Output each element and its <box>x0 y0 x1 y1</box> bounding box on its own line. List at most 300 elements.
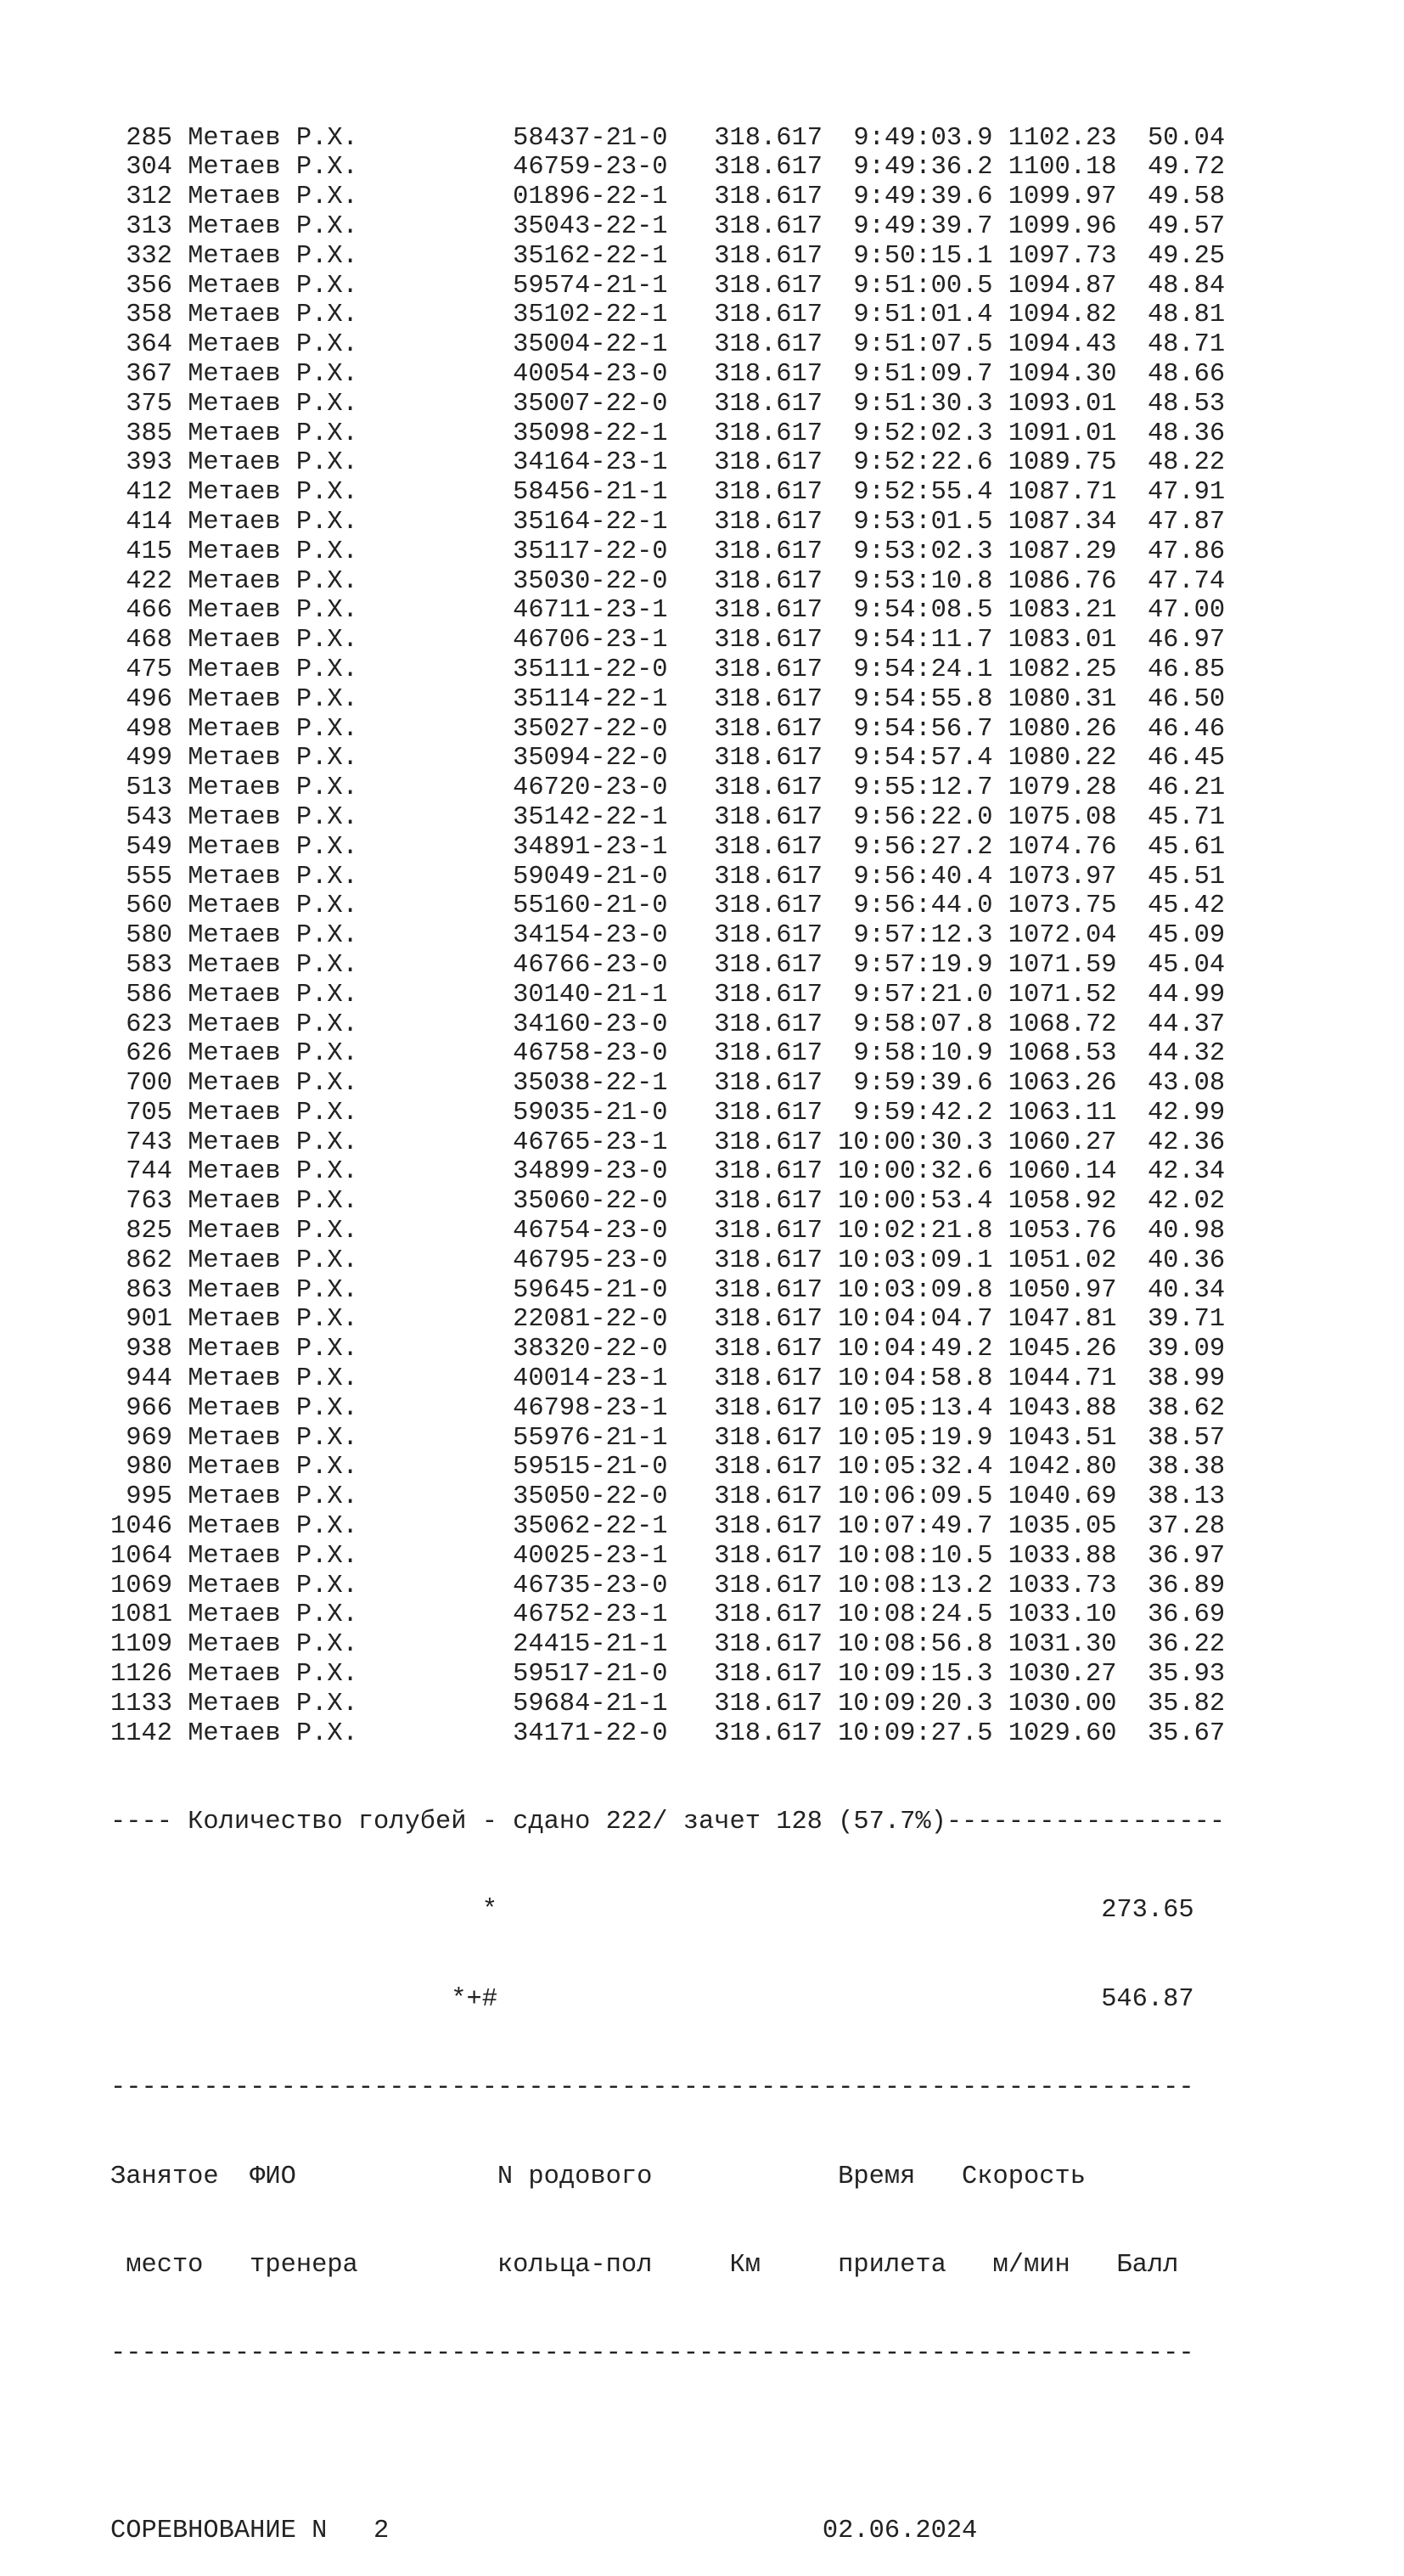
row-place: 560 <box>110 891 188 921</box>
row-name: Метаев Р.Х. <box>188 1453 514 1482</box>
row-time: 9:51:30.3 <box>838 389 1008 419</box>
table-row <box>110 685 1225 715</box>
summary-line: ---- Количество голубей - сдано 222/ зачет 128 (57.7%)------------------ <box>110 1808 1226 1837</box>
table-row <box>110 921 1225 951</box>
row-score: 42.02 <box>1116 1187 1226 1217</box>
row-name: Метаев Р.Х. <box>188 950 514 980</box>
row-name: Метаев Р.Х. <box>188 1098 514 1128</box>
row-score: 46.21 <box>1116 773 1226 803</box>
row-speed: 1068.72 <box>1008 1010 1117 1039</box>
table-row <box>110 1217 1225 1246</box>
summary-starplus <box>110 1985 1225 2015</box>
row-km: 318.617 <box>714 1305 839 1335</box>
row-place: 580 <box>110 921 188 951</box>
row-score: 46.85 <box>1116 655 1226 684</box>
row-time: 10:08:13.2 <box>838 1571 1008 1600</box>
row-ring: 24415-21-1 <box>513 1630 715 1660</box>
row-name: Метаев Р.Х. <box>188 1512 514 1542</box>
row-km: 318.617 <box>714 1217 839 1246</box>
row-km: 318.617 <box>714 921 839 951</box>
row-time: 9:51:09.7 <box>838 359 1008 389</box>
row-time: 9:59:39.6 <box>838 1069 1008 1099</box>
row-ring: 40014-23-1 <box>513 1364 715 1394</box>
row-ring: 34160-23-0 <box>513 1010 715 1039</box>
row-score: 36.97 <box>1116 1541 1226 1571</box>
row-ring: 46752-23-1 <box>513 1600 715 1630</box>
row-speed: 1094.30 <box>1008 359 1117 389</box>
row-speed: 1035.05 <box>1008 1512 1117 1542</box>
row-time: 9:50:15.1 <box>838 241 1008 271</box>
row-place: 623 <box>110 1010 188 1039</box>
row-score: 42.34 <box>1116 1157 1226 1187</box>
row-km: 318.617 <box>714 1187 839 1217</box>
row-ring: 35111-22-0 <box>513 655 715 684</box>
row-score: 46.50 <box>1116 684 1226 714</box>
row-speed: 1030.00 <box>1008 1689 1117 1718</box>
row-score: 36.89 <box>1116 1571 1226 1600</box>
row-place: 367 <box>110 359 188 389</box>
row-time: 10:03:09.8 <box>838 1275 1008 1305</box>
row-speed: 1093.01 <box>1008 389 1117 419</box>
row-speed: 1072.04 <box>1008 921 1117 951</box>
row-time: 9:54:57.4 <box>838 744 1008 773</box>
row-score: 48.71 <box>1116 330 1226 360</box>
row-time: 9:54:11.7 <box>838 626 1008 655</box>
table-row <box>110 1542 1225 1572</box>
row-name: Метаев Р.Х. <box>188 921 514 951</box>
row-time: 10:09:20.3 <box>838 1689 1008 1718</box>
row-score: 49.58 <box>1116 183 1226 212</box>
row-km: 318.617 <box>714 1069 839 1099</box>
column-header-line-1: Занятое ФИО N родового Время Скорость <box>110 2162 1086 2191</box>
row-km: 318.617 <box>714 832 839 862</box>
row-ring: 35050-22-0 <box>513 1482 715 1512</box>
row-name: Метаев Р.Х. <box>188 744 514 773</box>
row-speed: 1094.82 <box>1008 301 1117 330</box>
row-ring: 35027-22-0 <box>513 714 715 744</box>
row-ring: 59049-21-0 <box>513 862 715 891</box>
table-row <box>110 272 1225 301</box>
row-name: Метаев Р.Х. <box>188 714 514 744</box>
row-name: Метаев Р.Х. <box>188 1335 514 1364</box>
table-row <box>110 1364 1225 1394</box>
table-row <box>110 448 1225 478</box>
row-time: 9:53:02.3 <box>838 537 1008 566</box>
row-time: 10:00:32.6 <box>838 1157 1008 1187</box>
row-ring: 35098-22-1 <box>513 419 715 448</box>
row-name: Метаев Р.Х. <box>188 1010 514 1039</box>
row-name: Метаев Р.Х. <box>188 1660 514 1690</box>
row-name: Метаев Р.Х. <box>188 980 514 1010</box>
table-row <box>110 390 1225 419</box>
row-place: 414 <box>110 507 188 537</box>
table-row <box>110 626 1225 655</box>
row-time: 9:56:22.0 <box>838 802 1008 832</box>
row-place: 744 <box>110 1157 188 1187</box>
row-score: 35.82 <box>1116 1689 1226 1718</box>
row-speed: 1063.26 <box>1008 1069 1117 1099</box>
row-speed: 1086.76 <box>1008 566 1117 596</box>
table-row <box>110 951 1225 981</box>
row-km: 318.617 <box>714 980 839 1010</box>
row-place: 412 <box>110 478 188 508</box>
row-place: 626 <box>110 1039 188 1069</box>
table-row <box>110 1069 1225 1099</box>
row-ring: 59684-21-1 <box>513 1689 715 1718</box>
results-table <box>110 124 1225 1749</box>
row-name: Метаев Р.Х. <box>188 1187 514 1217</box>
row-score: 42.99 <box>1116 1098 1226 1128</box>
row-place: 938 <box>110 1335 188 1364</box>
row-time: 10:05:19.9 <box>838 1423 1008 1453</box>
row-place: 375 <box>110 389 188 419</box>
row-score: 48.53 <box>1116 389 1226 419</box>
row-ring: 46735-23-0 <box>513 1571 715 1600</box>
row-name: Метаев Р.Х. <box>188 1630 514 1660</box>
table-row <box>110 212 1225 242</box>
row-time: 9:53:01.5 <box>838 507 1008 537</box>
row-ring: 22081-22-0 <box>513 1305 715 1335</box>
table-row <box>110 360 1225 390</box>
table-row <box>110 1276 1225 1306</box>
row-place: 1126 <box>110 1660 188 1690</box>
row-name: Метаев Р.Х. <box>188 1069 514 1099</box>
row-speed: 1080.22 <box>1008 744 1117 773</box>
table-row <box>110 1010 1225 1040</box>
row-ring: 34154-23-0 <box>513 921 715 951</box>
row-score: 38.38 <box>1116 1453 1226 1482</box>
row-km: 318.617 <box>714 684 839 714</box>
row-speed: 1030.27 <box>1008 1660 1117 1690</box>
row-time: 10:00:30.3 <box>838 1128 1008 1157</box>
row-km: 318.617 <box>714 626 839 655</box>
table-row <box>110 124 1225 154</box>
row-place: 1109 <box>110 1630 188 1660</box>
row-speed: 1089.75 <box>1008 448 1117 478</box>
row-speed: 1094.87 <box>1008 271 1117 301</box>
row-time: 10:05:13.4 <box>838 1393 1008 1423</box>
row-place: 422 <box>110 566 188 596</box>
summary-starplus-value: 546.87 <box>497 1984 1194 2014</box>
row-ring: 46798-23-1 <box>513 1393 715 1423</box>
summary-star <box>110 1896 1225 1926</box>
row-ring: 46754-23-0 <box>513 1217 715 1246</box>
row-speed: 1045.26 <box>1008 1335 1117 1364</box>
row-km: 318.617 <box>714 211 839 241</box>
row-ring: 46758-23-0 <box>513 1039 715 1069</box>
row-km: 318.617 <box>714 1600 839 1630</box>
results-document <box>110 65 1225 2576</box>
table-row <box>110 330 1225 360</box>
row-time: 9:54:24.1 <box>838 655 1008 684</box>
row-score: 48.84 <box>1116 271 1226 301</box>
row-score: 46.97 <box>1116 626 1226 655</box>
row-place: 1133 <box>110 1689 188 1718</box>
row-speed: 1060.27 <box>1008 1128 1117 1157</box>
row-time: 9:51:07.5 <box>838 330 1008 360</box>
row-km: 318.617 <box>714 891 839 921</box>
blank-line <box>110 2428 1225 2458</box>
row-time: 10:08:56.8 <box>838 1630 1008 1660</box>
row-time: 10:09:27.5 <box>838 1718 1008 1748</box>
summary-star-label: * <box>110 1896 497 1926</box>
row-time: 9:49:36.2 <box>838 153 1008 183</box>
table-row <box>110 1690 1225 1719</box>
row-ring: 55160-21-0 <box>513 891 715 921</box>
table-row <box>110 242 1225 272</box>
row-place: 969 <box>110 1423 188 1453</box>
table-row <box>110 1039 1225 1069</box>
row-time: 9:57:21.0 <box>838 980 1008 1010</box>
row-speed: 1087.34 <box>1008 507 1117 537</box>
table-row <box>110 833 1225 863</box>
table-row <box>110 1572 1225 1601</box>
row-place: 499 <box>110 744 188 773</box>
row-time: 9:56:27.2 <box>838 832 1008 862</box>
row-score: 49.72 <box>1116 153 1226 183</box>
row-place: 555 <box>110 862 188 891</box>
row-time: 9:51:01.4 <box>838 301 1008 330</box>
row-time: 9:57:12.3 <box>838 921 1008 951</box>
row-place: 364 <box>110 330 188 360</box>
row-km: 318.617 <box>714 655 839 684</box>
row-place: 475 <box>110 655 188 684</box>
row-ring: 35164-22-1 <box>513 507 715 537</box>
row-time: 9:59:42.2 <box>838 1098 1008 1128</box>
row-name: Метаев Р.Х. <box>188 359 514 389</box>
row-score: 45.04 <box>1116 950 1226 980</box>
row-name: Метаев Р.Х. <box>188 123 514 153</box>
row-score: 48.66 <box>1116 359 1226 389</box>
row-name: Метаев Р.Х. <box>188 1246 514 1275</box>
row-speed: 1042.80 <box>1008 1453 1117 1482</box>
row-time: 9:51:00.5 <box>838 271 1008 301</box>
table-row <box>110 1394 1225 1424</box>
row-score: 37.28 <box>1116 1512 1226 1542</box>
row-name: Метаев Р.Х. <box>188 507 514 537</box>
row-score: 48.36 <box>1116 419 1226 448</box>
row-ring: 35162-22-1 <box>513 241 715 271</box>
row-place: 285 <box>110 123 188 153</box>
row-km: 318.617 <box>714 507 839 537</box>
row-speed: 1043.51 <box>1008 1423 1117 1453</box>
row-place: 466 <box>110 596 188 626</box>
row-name: Метаев Р.Х. <box>188 891 514 921</box>
row-score: 38.62 <box>1116 1393 1226 1423</box>
row-time: 9:53:10.8 <box>838 566 1008 596</box>
row-place: 312 <box>110 183 188 212</box>
row-score: 42.36 <box>1116 1128 1226 1157</box>
table-row <box>110 508 1225 537</box>
row-ring: 35062-22-1 <box>513 1512 715 1542</box>
row-km: 318.617 <box>714 1010 839 1039</box>
row-km: 318.617 <box>714 241 839 271</box>
row-name: Метаев Р.Х. <box>188 478 514 508</box>
row-speed: 1044.71 <box>1008 1364 1117 1394</box>
row-place: 1064 <box>110 1541 188 1571</box>
row-ring: 35043-22-1 <box>513 211 715 241</box>
row-score: 45.51 <box>1116 862 1226 891</box>
row-time: 10:08:24.5 <box>838 1600 1008 1630</box>
row-place: 1081 <box>110 1600 188 1630</box>
row-speed: 1075.08 <box>1008 802 1117 832</box>
header-separator-top: ---------------------------------------------------------------------- <box>110 2073 1194 2103</box>
row-place: 705 <box>110 1098 188 1128</box>
row-speed: 1051.02 <box>1008 1246 1117 1275</box>
row-place: 356 <box>110 271 188 301</box>
row-name: Метаев Р.Х. <box>188 1128 514 1157</box>
table-row <box>110 1719 1225 1749</box>
row-place: 700 <box>110 1069 188 1099</box>
table-row <box>110 1246 1225 1276</box>
table-row <box>110 1600 1225 1630</box>
row-name: Метаев Р.Х. <box>188 566 514 596</box>
row-score: 46.45 <box>1116 744 1226 773</box>
row-ring: 01896-22-1 <box>513 183 715 212</box>
row-score: 40.98 <box>1116 1217 1226 1246</box>
row-speed: 1031.30 <box>1008 1630 1117 1660</box>
row-score: 47.86 <box>1116 537 1226 566</box>
row-score: 43.08 <box>1116 1069 1226 1099</box>
table-row <box>110 803 1225 833</box>
row-place: 543 <box>110 802 188 832</box>
row-ring: 55976-21-1 <box>513 1423 715 1453</box>
row-km: 318.617 <box>714 183 839 212</box>
row-km: 318.617 <box>714 1275 839 1305</box>
row-time: 9:56:44.0 <box>838 891 1008 921</box>
row-name: Метаев Р.Х. <box>188 1571 514 1600</box>
row-ring: 59645-21-0 <box>513 1275 715 1305</box>
row-ring: 35030-22-0 <box>513 566 715 596</box>
row-name: Метаев Р.Х. <box>188 301 514 330</box>
row-score: 35.67 <box>1116 1718 1226 1748</box>
row-place: 863 <box>110 1275 188 1305</box>
row-place: 304 <box>110 153 188 183</box>
row-score: 45.61 <box>1116 832 1226 862</box>
row-ring: 35060-22-0 <box>513 1187 715 1217</box>
row-time: 9:55:12.7 <box>838 773 1008 803</box>
row-name: Метаев Р.Х. <box>188 655 514 684</box>
row-ring: 46706-23-1 <box>513 626 715 655</box>
row-km: 318.617 <box>714 1039 839 1069</box>
row-place: 995 <box>110 1482 188 1512</box>
row-ring: 35102-22-1 <box>513 301 715 330</box>
row-time: 10:08:10.5 <box>838 1541 1008 1571</box>
row-speed: 1053.76 <box>1008 1217 1117 1246</box>
row-time: 9:58:10.9 <box>838 1039 1008 1069</box>
row-speed: 1099.97 <box>1008 183 1117 212</box>
row-speed: 1033.88 <box>1008 1541 1117 1571</box>
row-time: 10:04:04.7 <box>838 1305 1008 1335</box>
row-km: 318.617 <box>714 1157 839 1187</box>
row-km: 318.617 <box>714 1335 839 1364</box>
row-score: 48.81 <box>1116 301 1226 330</box>
row-score: 47.00 <box>1116 596 1226 626</box>
row-speed: 1087.29 <box>1008 537 1117 566</box>
row-speed: 1043.88 <box>1008 1393 1117 1423</box>
row-name: Метаев Р.Х. <box>188 1423 514 1453</box>
row-ring: 46711-23-1 <box>513 596 715 626</box>
row-name: Метаев Р.Х. <box>188 1600 514 1630</box>
row-ring: 35038-22-1 <box>513 1069 715 1099</box>
row-name: Метаев Р.Х. <box>188 271 514 301</box>
row-km: 318.617 <box>714 714 839 744</box>
row-km: 318.617 <box>714 330 839 360</box>
row-speed: 1033.73 <box>1008 1571 1117 1600</box>
row-name: Метаев Р.Х. <box>188 1157 514 1187</box>
row-speed: 1071.59 <box>1008 950 1117 980</box>
row-score: 44.99 <box>1116 980 1226 1010</box>
row-time: 9:58:07.8 <box>838 1010 1008 1039</box>
row-place: 415 <box>110 537 188 566</box>
table-row <box>110 478 1225 508</box>
row-score: 38.13 <box>1116 1482 1226 1512</box>
table-row <box>110 1128 1225 1158</box>
row-score: 38.57 <box>1116 1423 1226 1453</box>
row-name: Метаев Р.Х. <box>188 684 514 714</box>
table-row <box>110 981 1225 1010</box>
row-place: 901 <box>110 1305 188 1335</box>
row-place: 358 <box>110 301 188 330</box>
row-km: 318.617 <box>714 359 839 389</box>
row-speed: 1073.75 <box>1008 891 1117 921</box>
row-place: 385 <box>110 419 188 448</box>
table-row <box>110 567 1225 597</box>
row-ring: 38320-22-0 <box>513 1335 715 1364</box>
row-km: 318.617 <box>714 596 839 626</box>
row-speed: 1058.92 <box>1008 1187 1117 1217</box>
row-score: 40.36 <box>1116 1246 1226 1275</box>
row-place: 393 <box>110 448 188 478</box>
column-header-line-2: место тренера кольца-пол Км прилета м/мин Балл <box>110 2250 1179 2280</box>
row-speed: 1063.11 <box>1008 1098 1117 1128</box>
row-time: 10:05:32.4 <box>838 1453 1008 1482</box>
row-place: 1142 <box>110 1718 188 1748</box>
row-speed: 1029.60 <box>1008 1718 1117 1748</box>
row-name: Метаев Р.Х. <box>188 241 514 271</box>
row-speed: 1047.81 <box>1008 1305 1117 1335</box>
row-ring: 46720-23-0 <box>513 773 715 803</box>
row-speed: 1094.43 <box>1008 330 1117 360</box>
row-speed: 1079.28 <box>1008 773 1117 803</box>
row-time: 10:04:58.8 <box>838 1364 1008 1394</box>
row-place: 313 <box>110 211 188 241</box>
summary-star-value: 273.65 <box>497 1896 1194 1926</box>
row-name: Метаев Р.Х. <box>188 330 514 360</box>
row-km: 318.617 <box>714 802 839 832</box>
row-ring: 59515-21-0 <box>513 1453 715 1482</box>
row-km: 318.617 <box>714 744 839 773</box>
row-place: 332 <box>110 241 188 271</box>
row-km: 318.617 <box>714 301 839 330</box>
row-place: 763 <box>110 1187 188 1217</box>
summary-starplus-label: *+# <box>110 1984 497 2014</box>
row-place: 496 <box>110 684 188 714</box>
row-ring: 40025-23-1 <box>513 1541 715 1571</box>
row-score: 38.99 <box>1116 1364 1226 1394</box>
row-speed: 1060.14 <box>1008 1157 1117 1187</box>
row-name: Метаев Р.Х. <box>188 1217 514 1246</box>
row-ring: 46759-23-0 <box>513 153 715 183</box>
row-score: 50.04 <box>1116 123 1226 153</box>
row-speed: 1080.31 <box>1008 684 1117 714</box>
row-ring: 40054-23-0 <box>513 359 715 389</box>
row-km: 318.617 <box>714 1630 839 1660</box>
row-speed: 1082.25 <box>1008 655 1117 684</box>
table-row <box>110 1453 1225 1482</box>
row-place: 1046 <box>110 1512 188 1542</box>
row-name: Метаев Р.Х. <box>188 1364 514 1394</box>
